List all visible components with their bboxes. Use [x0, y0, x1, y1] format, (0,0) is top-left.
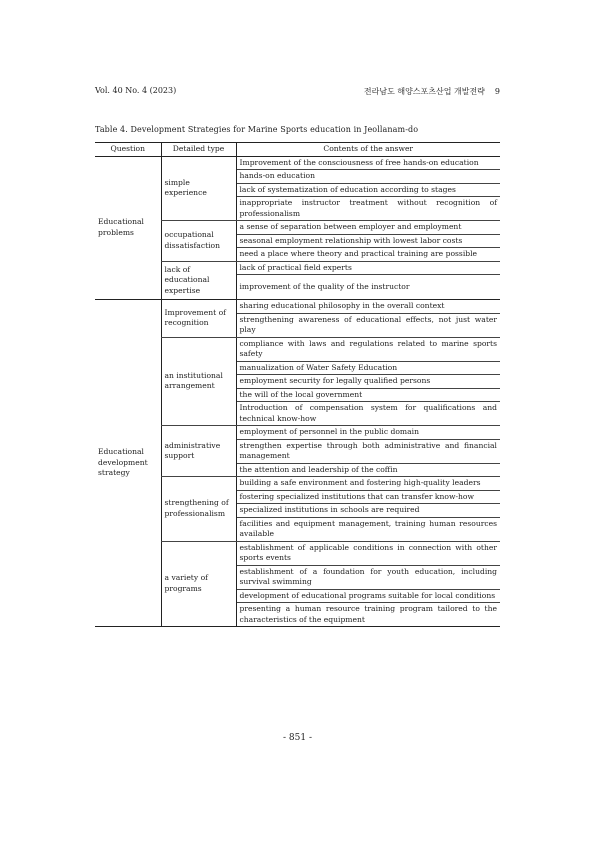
answer-cell: Introduction of compensation system for qualifications and technical know-how	[236, 402, 500, 426]
answer-cell: lack of practical field experts	[236, 261, 500, 275]
answer-cell: inappropriate instructor treatment without recognition of professionalism	[236, 197, 500, 221]
detailed-type-cell: a variety of programs	[161, 541, 236, 627]
answer-cell: fostering specialized institutions that can transfer know-how	[236, 490, 500, 504]
table-row	[95, 156, 500, 170]
detailed-type-cell: occupational dissatisfaction	[161, 221, 236, 262]
answer-cell: sharing educational philosophy in the overall context	[236, 300, 500, 314]
detailed-type-cell: Improvement of recognition	[161, 300, 236, 338]
answer-cell: lack of systematization of education according to stages	[236, 183, 500, 197]
answer-cell: improvement of the quality of the instructor	[236, 275, 500, 300]
answer-cell: specialized institutions in schools are required	[236, 504, 500, 518]
page-footer: - 851 -	[283, 733, 312, 743]
answer-cell: employment of personnel in the public domain	[236, 426, 500, 440]
detailed-type-cell: lack of educational expertise	[161, 261, 236, 300]
table-caption: Table 4. Development Strategies for Marine Sports education in Jeollanam-do	[95, 125, 419, 134]
answer-cell: Improvement of the consciousness of free hands-on education	[236, 156, 500, 170]
detailed-type-cell: strengthening of professionalism	[161, 477, 236, 542]
answer-cell: employment security for legally qualified persons	[236, 375, 500, 389]
question-cell: Educational problems	[95, 156, 161, 300]
column-header-question: Question	[95, 143, 161, 157]
answer-cell: the will of the local government	[236, 388, 500, 402]
answer-cell: establishment of a foundation for youth education, including survival swimming	[236, 565, 500, 589]
answer-cell: compliance with laws and regulations related to marine sports safety	[236, 337, 500, 361]
running-header-volume: Vol. 40 No. 4 (2023)	[95, 86, 177, 95]
detailed-type-cell: simple experience	[161, 156, 236, 221]
answer-cell: strengthening awareness of educational effects, not just water play	[236, 313, 500, 337]
column-header-detailed-type: Detailed type	[161, 143, 236, 157]
answer-cell: development of educational programs suitable for local conditions	[236, 589, 500, 603]
running-header-journal: 전라남도 해양스포츠산업 개발전략	[363, 87, 485, 96]
question-cell: Educational development strategy	[95, 300, 161, 627]
running-header-right	[364, 86, 500, 97]
table-row	[95, 300, 500, 314]
answer-cell: establishment of applicable conditions in connection with other sports events	[236, 541, 500, 565]
answer-cell: a sense of separation between employer and employment	[236, 221, 500, 235]
answer-cell: seasonal employment relationship with lowest labor costs	[236, 234, 500, 248]
column-header-contents: Contents of the answer	[236, 143, 500, 157]
answer-cell: strengthen expertise through both administrative and financial management	[236, 439, 500, 463]
answer-cell: the attention and leadership of the coffin	[236, 463, 500, 477]
table-header-row	[95, 143, 500, 157]
answer-cell: hands-on education	[236, 170, 500, 184]
detailed-type-cell: administrative support	[161, 426, 236, 477]
answer-cell: presenting a human resource training program tailored to the characteristics of the equipment	[236, 603, 500, 627]
answer-cell: need a place where theory and practical training are possible	[236, 248, 500, 262]
answer-cell: facilities and equipment management, training human resources available	[236, 517, 500, 541]
answer-cell: building a safe environment and fostering high-quality leaders	[236, 477, 500, 491]
answer-cell: manualization of Water Safety Education	[236, 361, 500, 375]
detailed-type-cell: an institutional arrangement	[161, 337, 236, 426]
page-number: 9	[494, 87, 500, 96]
strategy-table	[95, 142, 500, 627]
